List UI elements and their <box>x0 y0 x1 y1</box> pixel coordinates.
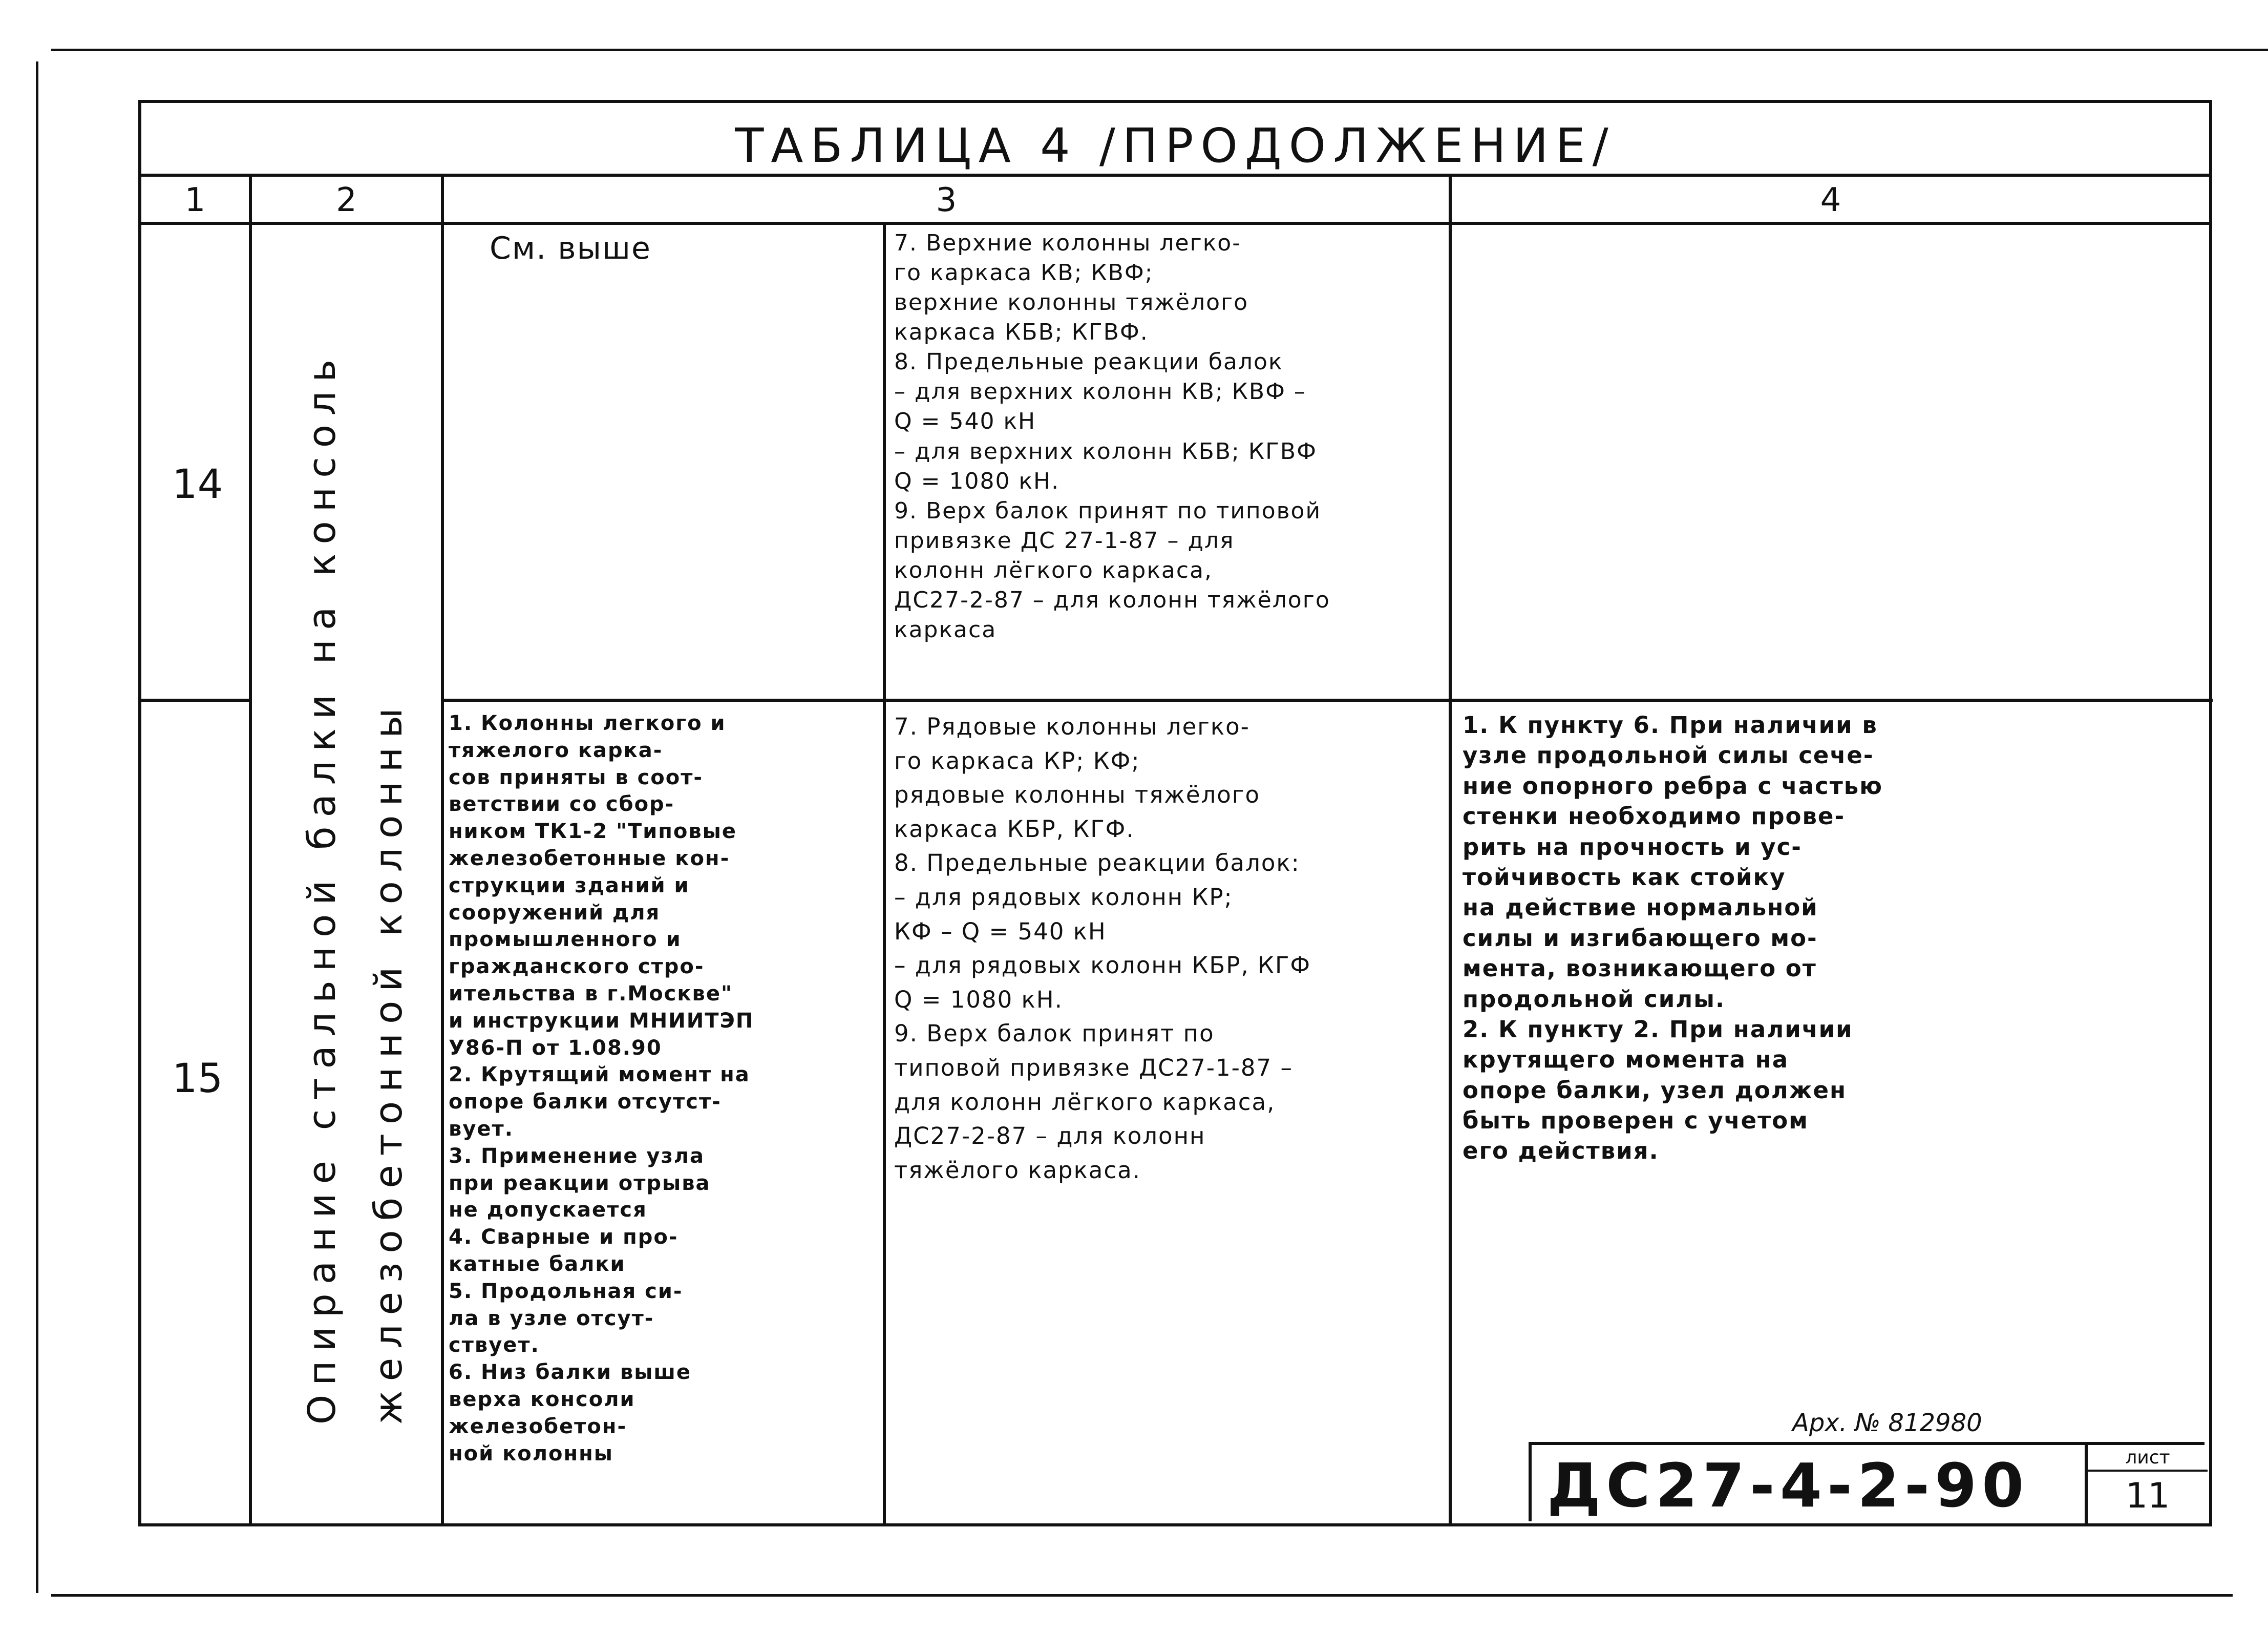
row-divider-left <box>141 699 251 702</box>
title-divider <box>141 174 2209 177</box>
header-col-2: 2 <box>336 181 357 219</box>
frame-top-line <box>51 49 2268 51</box>
row15-col3-left: 1. Колонны легкого и тяжелого карка- сов приняты в соот- ветствии со сбор- ником ТК1-2 "Типовые железобетонные кон- струкции зданий и сооружений для промышленного и гражданского стро- ительства в г.Москве" и инструкции МНИИТЭП У86-П от 1.08.90 2. Крутящий момент на опоре балки отсутст- вует. 3. Применение узла при реакции отрыва не допускается 4. Сварные и про- катные балки 5. Продольная си- ла в узле отсут- ствует. 6. Низ балки выше верха консоли железобетон- ной колонны <box>449 711 754 1465</box>
row14-col3-left: См. выше <box>490 231 651 266</box>
col-divider-3b <box>1449 174 1452 1526</box>
table-4 <box>138 100 2212 1526</box>
col2-vertical-text-1: Опирание стальной балки на консоль <box>300 350 344 1425</box>
sheet-box <box>2085 1445 2208 1524</box>
row14-col3-right: 7. Верхние колонны легко- го каркаса КВ; КВФ; верхние колонны тяжёлого каркаса КБВ; КГВФ. 8. Предельные реакции балок – для верхних колонн КВ; КВФ – Q = 540 кН – для верхних колонн КБВ; КГВФ Q = 1080 кН. 9. Верх балок принят по типовой привязке ДС 27-1-87 – для колонн лёгкого каркаса, ДС27-2-87 – для колонн тяжёлого каркаса <box>894 230 1330 643</box>
document-code: ДС27-4-2-90 <box>1547 1450 2029 1521</box>
col-divider-3a <box>883 222 886 1526</box>
archive-number: Арх. № 812980 <box>1792 1409 1982 1437</box>
title-block-stamp <box>1529 1442 2205 1521</box>
sheet-number: 11 <box>2125 1476 2170 1516</box>
frame-bottom-line <box>51 1594 2233 1597</box>
row-number-14: 14 <box>172 462 223 508</box>
header-col-1: 1 <box>184 181 206 219</box>
row15-col4: 1. К пункту 6. При наличии в узле продольной силы сече- ние опорного ребра с частью стенки необходимо прове- рить на прочность и ус- тойчивость как стойку на действие нормальной силы и изгибающего мо- мента, возникающего от продольной силы. 2. К пункту 2. При наличии крутящего момента на опоре балки, узел должен быть проверен с учетом его действия. <box>1462 711 1883 1165</box>
header-col-4: 4 <box>1820 181 1841 219</box>
sheet-label: лист <box>2088 1447 2208 1472</box>
col-divider-2 <box>441 174 444 1526</box>
col2-vertical-text-2: железобетонной колонны <box>367 699 411 1425</box>
header-divider <box>141 222 2209 225</box>
header-col-3: 3 <box>936 181 957 219</box>
table-title: ТАБЛИЦА 4 /ПРОДОЛЖЕНИЕ/ <box>735 118 1616 173</box>
row15-col3-right: 7. Рядовые колонны легко- го каркаса КР; КФ; рядовые колонны тяжёлого каркаса КБР, КГФ. 8. Предельные реакции балок: – для рядовых колонн КР; КФ – Q = 540 кН – для рядовых колонн КБР, КГФ Q = 1080 кН. 9. Верх балок принят по типовой привязке ДС27-1-87 – для колонн лёгкого каркаса, ДС27-2-87 – для колонн тяжёлого каркаса. <box>894 713 1311 1184</box>
row-number-15: 15 <box>172 1056 223 1102</box>
col-divider-1 <box>249 174 252 1526</box>
row-divider-right <box>443 699 2213 702</box>
frame-left-line <box>36 61 38 1593</box>
